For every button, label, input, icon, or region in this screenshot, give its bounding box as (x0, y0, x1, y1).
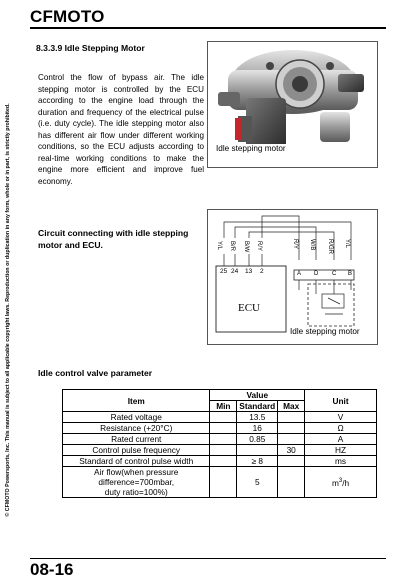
copyright-text: © CFMOTO Powersports, Inc. This manual is subject to all applicable copyright laws. Reproduction or duplication in any form, whole or in part, is strictly prohibited. (5, 103, 11, 517)
cell-standard: 5 (237, 467, 278, 498)
motor-wire-label: R/Y (292, 239, 298, 250)
cell-standard: ≥ 8 (237, 456, 278, 467)
header-standard: Standard (237, 401, 278, 412)
cell-unit: A (305, 434, 377, 445)
ecu-wire-label: R/Y (256, 241, 262, 252)
cell-min (210, 467, 237, 498)
cell-min (210, 412, 237, 423)
cell-max: 30 (278, 445, 305, 456)
ecu-pin-label: 2 (260, 268, 264, 275)
cell-item: Rated current (63, 434, 210, 445)
cell-item: Resistance (+20°C) (63, 423, 210, 434)
cell-unit (305, 467, 377, 498)
table-row (63, 412, 377, 423)
cell-max (278, 423, 305, 434)
photo-caption: Idle stepping motor (216, 144, 286, 153)
unit-sup: 3 (338, 478, 343, 485)
motor-pin-label: D (314, 271, 319, 277)
idle-motor-photo (207, 41, 378, 168)
motor-pin-label: B (348, 271, 353, 277)
cell-item: Standard of control pulse width (63, 456, 210, 467)
table-row (63, 467, 377, 498)
cell-unit: ms (305, 456, 377, 467)
header-max: Max (278, 401, 305, 412)
motor-wire-label: R/GR (327, 239, 333, 254)
ecu-pin-label: 25 (220, 268, 228, 275)
table-row (63, 456, 377, 467)
table-header-row (63, 390, 377, 401)
cell-unit: V (305, 412, 377, 423)
cell-max (278, 467, 305, 498)
brand-title: CFMOTO (30, 7, 105, 26)
cell-min (210, 445, 237, 456)
cell-item: Rated voltage (63, 412, 210, 423)
header-unit: Unit (305, 390, 377, 412)
header-rule (30, 27, 386, 29)
cell-min (210, 434, 237, 445)
motor-pin-label: A (297, 271, 302, 277)
cell-standard (237, 445, 278, 456)
header-item: Item (63, 390, 210, 412)
table-row (63, 423, 377, 434)
cell-standard: 16 (237, 423, 278, 434)
header-min: Min (210, 401, 237, 412)
ecu-label: ECU (238, 302, 260, 314)
cell-max (278, 456, 305, 467)
unit-base: m (331, 477, 339, 488)
ecu-wire-label: B/W (243, 241, 249, 253)
diagram-caption: Idle stepping motor (290, 327, 360, 336)
table-row (63, 434, 377, 445)
params-table (62, 389, 377, 498)
cell-min (210, 456, 237, 467)
cell-unit: HZ (305, 445, 377, 456)
page-number: 08-16 (30, 560, 74, 579)
cell-unit: Ω (305, 423, 377, 434)
section-paragraph: Control the flow of bypass air. The idle stepping motor is controlled by the ECU according to the engine load through the duration and frequency of the electrical pulse (i.e. duty cycle). The idle stepping motor also has different air flow under different working conditions, so the ECU adjusts according to real-time working conditions to make the engine more efficient and improve fuel economy. (38, 73, 204, 186)
cell-item (63, 467, 210, 498)
ecu-pin-label: 13 (245, 268, 253, 275)
ecu-wire-label: B/R (229, 241, 235, 252)
table-row (63, 445, 377, 456)
header-value: Value (210, 390, 305, 401)
copyright-sidebar (3, 80, 13, 540)
ecu-wire-label: Y/L (216, 241, 222, 251)
wiring-diagram-svg (208, 210, 377, 344)
ecu-pin-label: 24 (231, 268, 239, 275)
params-heading: Idle control valve parameter (38, 368, 153, 378)
cell-item-line: duty ratio=100%) (104, 487, 168, 497)
cell-max (278, 412, 305, 423)
cell-standard: 13.5 (237, 412, 278, 423)
cell-standard: 0.85 (237, 434, 278, 445)
footer-rule (30, 558, 386, 559)
section-title: 8.3.3.9 Idle Stepping Motor (36, 43, 145, 53)
circuit-heading: Circuit connecting with idle stepping motor and ECU. (38, 228, 189, 250)
unit-tail: /h (342, 477, 350, 488)
cell-item: Control pulse frequency (63, 445, 210, 456)
cell-item-line: Air flow(when pressure difference=700mbar, (94, 467, 179, 487)
motor-pin-label: C (332, 271, 337, 277)
cell-min (210, 423, 237, 434)
wiring-diagram (207, 209, 378, 345)
cell-max (278, 434, 305, 445)
motor-wire-label: W/B (309, 239, 315, 251)
motor-wire-label: Y/L (344, 239, 350, 249)
